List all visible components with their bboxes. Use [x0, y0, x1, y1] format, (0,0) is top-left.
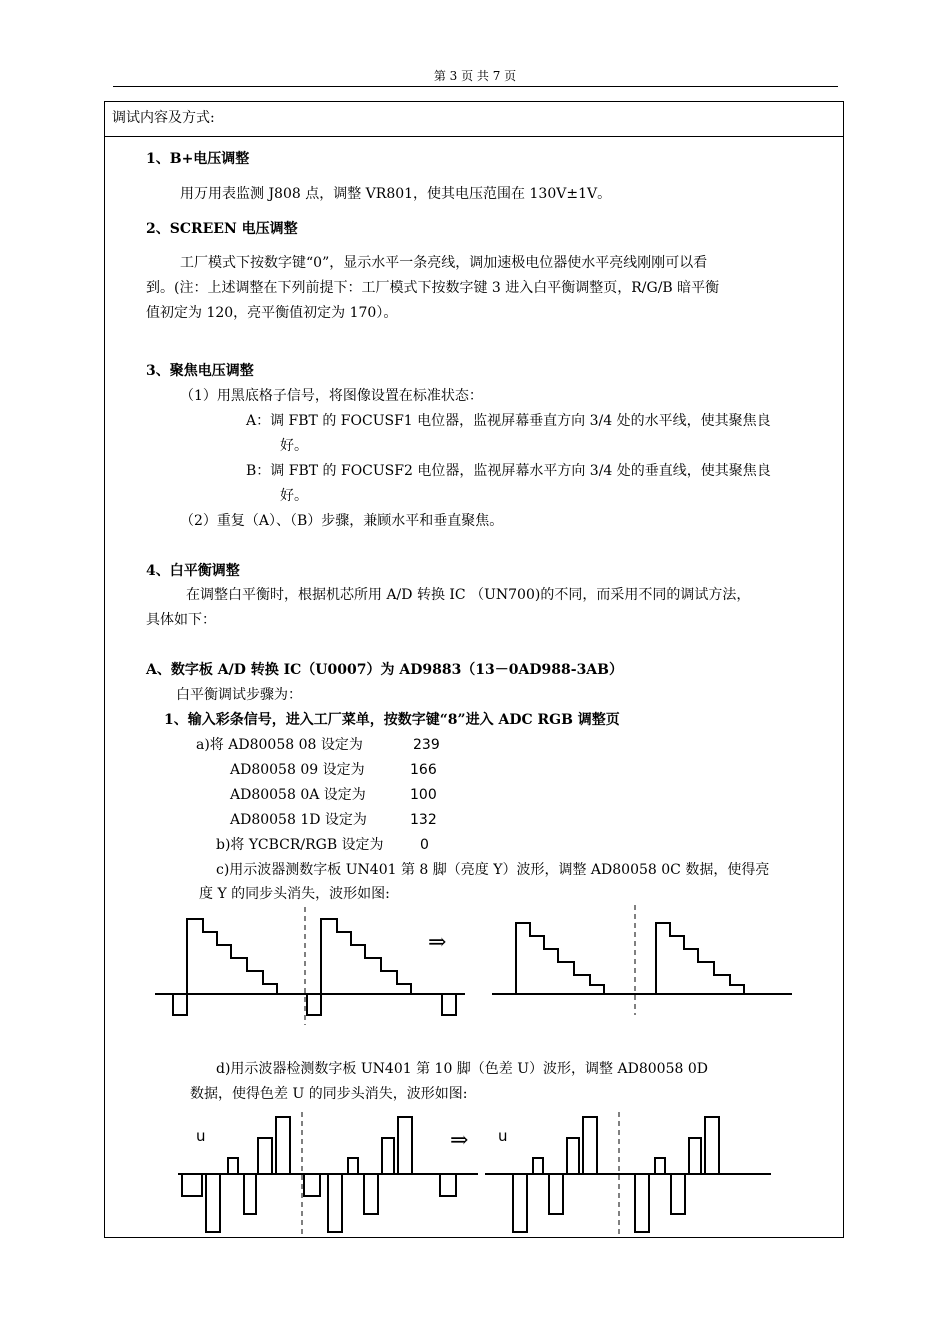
- section-4-heading: 4、白平衡调整: [146, 563, 240, 579]
- header-rule: [113, 86, 838, 87]
- section-4-line-1: 在调整白平衡时，根据机芯所用 A/D 转换 IC （UN700)的不同，而采用不同的调试方法，: [186, 587, 751, 603]
- section-a-intro: 白平衡调试步骤为：: [176, 687, 302, 703]
- setting-value-b: 0: [420, 837, 429, 853]
- table-divider: [104, 136, 844, 137]
- page-indicator: 第 3 页 共 7 页: [433, 69, 517, 83]
- setting-label-3: AD80058 0A 设定为: [230, 787, 366, 803]
- setting-value-2: 166: [410, 762, 437, 778]
- box-title: 调试内容及方式:: [112, 110, 215, 126]
- step-c-line-1: c)用示波器测数字板 UN401 第 8 脚（亮度 Y）波形，调整 AD80058 0C 数据，使得亮: [216, 862, 770, 878]
- setting-value-1: 239: [413, 737, 440, 753]
- u-waveform-after: [485, 1112, 775, 1237]
- setting-label-4: AD80058 1D 设定为: [230, 812, 367, 828]
- arrow-right-icon-2: ⇒: [450, 1128, 469, 1153]
- section-2-line-3: 值初定为 120，亮平衡值初定为 170）。: [146, 305, 398, 321]
- step-d-line-1: d)用示波器检测数字板 UN401 第 10 脚（色差 U）波形，调整 AD80058 0D: [216, 1061, 708, 1077]
- section-3-b-line-1: B：调 FBT 的 FOCUSF2 电位器，监视屏幕水平方向 3/4 处的垂直线，使其聚焦良: [246, 463, 771, 479]
- section-a-heading: A、数字板 A/D 转换 IC（U0007）为 AD9883（13－0AD988-3AB）: [146, 662, 624, 678]
- setting-label-2: AD80058 09 设定为: [230, 762, 365, 778]
- step-d-line-2: 数据，使得色差 U 的同步头消失，波形如图:: [190, 1086, 468, 1102]
- arrow-right-icon: ⇒: [428, 930, 447, 955]
- y-waveform-before: [155, 905, 475, 1030]
- section-3-b-line-2: 好。: [280, 488, 308, 504]
- section-a-step-1: 1、输入彩条信号，进入工厂菜单，按数字键“8”进入 ADC RGB 调整页: [164, 712, 620, 728]
- setting-label-b: b)将 YCBCR/RGB 设定为: [216, 837, 384, 853]
- section-2-heading: 2、SCREEN 电压调整: [146, 221, 298, 237]
- section-3-a-line-1: A：调 FBT 的 FOCUSF1 电位器，监视屏幕垂直方向 3/4 处的水平线，使其聚焦良: [246, 413, 771, 429]
- setting-value-3: 100: [410, 787, 437, 803]
- u-waveform-before: [178, 1112, 478, 1237]
- section-3-a-line-2: 好。: [280, 438, 308, 454]
- setting-value-4: 132: [410, 812, 437, 828]
- u-label-left: u: [196, 1127, 206, 1145]
- section-2-line-1: 工厂模式下按数字键“0”，显示水平一条亮线，调加速极电位器使水平亮线刚刚可以看: [180, 255, 708, 271]
- step-c-line-2: 度 Y 的同步头消失，波形如图:: [199, 886, 390, 902]
- section-1-body: 用万用表监测 J808 点，调整 VR801，使其电压范围在 130V±1V。: [180, 186, 612, 202]
- section-1-heading: 1、B+电压调整: [146, 151, 250, 167]
- u-label-right: u: [498, 1127, 508, 1145]
- section-2-line-2: 到。(注：上述调整在下列前提下：工厂模式下按数字键 3 进入白平衡调整页，R/G/B 暗平衡: [146, 280, 720, 296]
- section-4-line-2: 具体如下：: [146, 612, 216, 628]
- y-waveform-after: [492, 905, 797, 1020]
- section-3-item-2: （2）重复（A）、（B）步骤，兼顾水平和垂直聚焦。: [180, 513, 504, 529]
- setting-label-1: a)将 AD80058 08 设定为: [196, 737, 363, 753]
- section-3-heading: 3、聚焦电压调整: [146, 363, 254, 379]
- section-3-item-1: （1）用黑底格子信号，将图像设置在标准状态：: [180, 388, 483, 404]
